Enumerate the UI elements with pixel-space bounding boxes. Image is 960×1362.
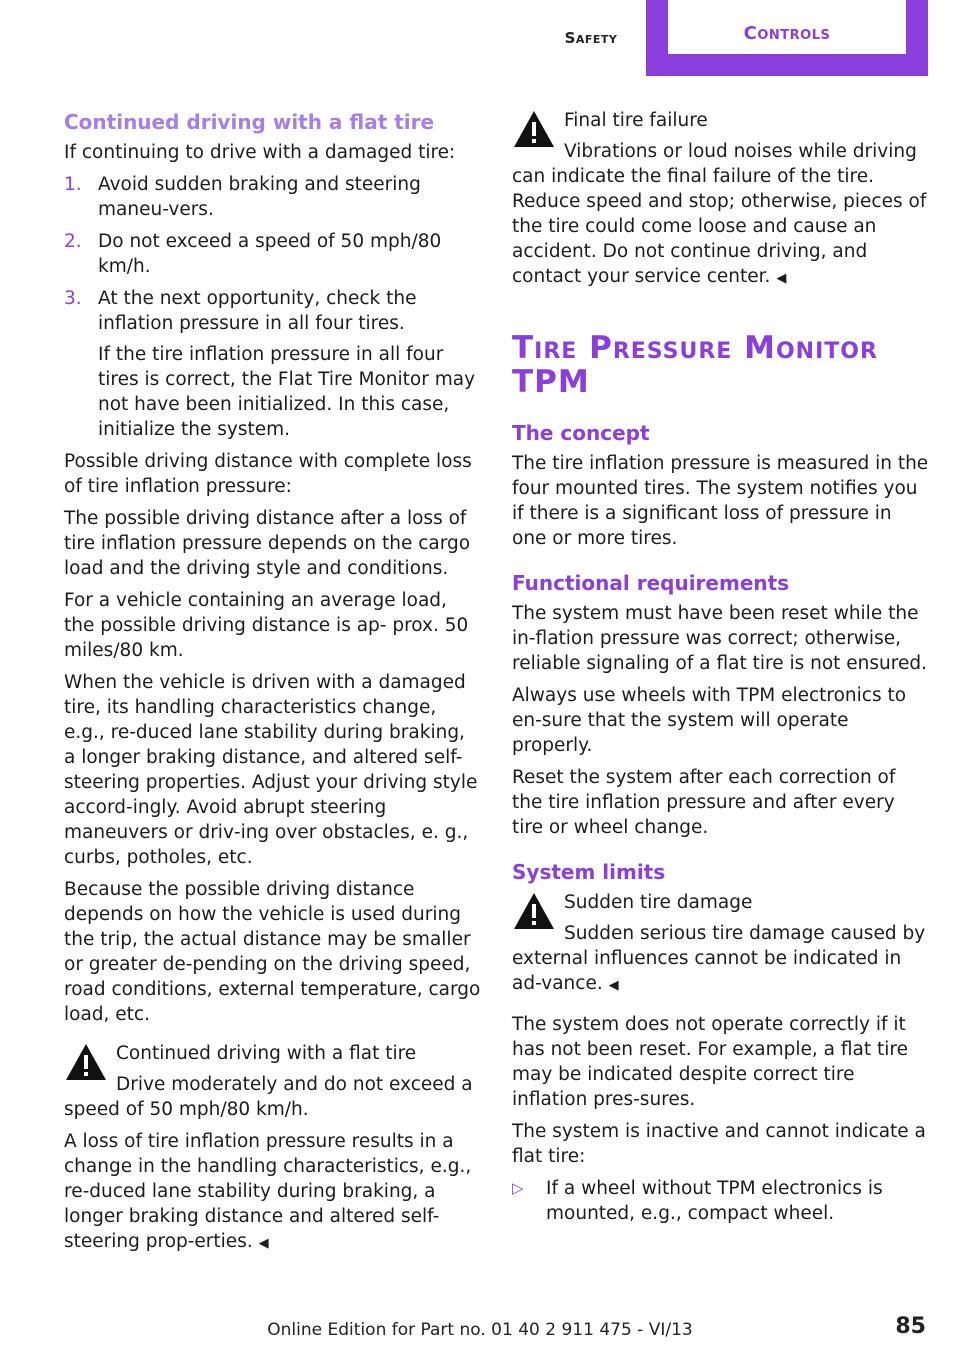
- limits-list: [512, 1176, 930, 1226]
- step-number: 2.: [64, 231, 82, 252]
- bullet-text: If a wheel without TPM electronics is mounted, e.g., compact wheel.: [546, 1178, 883, 1224]
- footer-edition: Online Edition for Part no. 01 40 2 911 475 - VI/13: [267, 1320, 693, 1340]
- paragraph: The possible driving distance after a loss of tire inflation pressure depends on the cargo load and the driving style and conditions.: [64, 508, 471, 579]
- paragraph-text: A loss of tire inflation pressure results in a change in the handling characteristics, e.g., re‐duced lane stability during braking, a longer braking distance and altered self-steering prop‐erties.: [64, 1131, 472, 1252]
- paragraph: Possible driving distance with complete loss of tire inflation pressure:: [64, 451, 472, 497]
- end-mark: ◀: [608, 978, 619, 993]
- warning-box: [512, 108, 930, 291]
- warning-title: Sudden tire damage: [564, 892, 753, 913]
- steps-list: [64, 172, 482, 442]
- step-number: 3.: [64, 288, 82, 309]
- tab-controls[interactable]: [646, 0, 928, 76]
- heading-flat-tire: Continued driving with a flat tire: [64, 110, 435, 134]
- warning-icon: [64, 1041, 108, 1083]
- subheading-requirements: Functional requirements: [512, 571, 790, 595]
- paragraph: [64, 1129, 482, 1256]
- warning-body: Sudden serious tire damage caused by external influences cannot be indicated in ad‐vance.: [512, 923, 926, 994]
- subheading-concept: The concept: [512, 421, 650, 445]
- step-text: Avoid sudden braking and steering maneu‐vers.: [98, 174, 421, 220]
- end-mark: ◀: [258, 1236, 269, 1251]
- end-mark: ◀: [776, 271, 787, 286]
- list-item: [512, 1176, 930, 1226]
- section-heading: Tire Pressure Monitor TPM: [512, 330, 878, 400]
- tab-safety[interactable]: Safety: [564, 29, 618, 47]
- tab-controls-label: Controls: [668, 0, 906, 54]
- bullet-marker: ▷: [512, 1179, 524, 1197]
- warning-body: Vibrations or loud noises while driving can indicate the final failure of the tire. Reduce speed and stop; otherwise, pieces of the tire could come loose and cause an accident. Do not continue driving, and contact your service center.: [512, 141, 927, 287]
- intro-text: If continuing to drive with a damaged tire:: [64, 142, 456, 163]
- paragraph: For a vehicle containing an average load, the possible driving distance is ap‐ prox. 50 miles/80 km.: [64, 590, 469, 661]
- warning-body: Drive moderately and do not exceed a speed of 50 mph/80 km/h.: [64, 1074, 473, 1120]
- chapter-tabs: [536, 0, 928, 76]
- list-item: [64, 229, 482, 279]
- paragraph: Always use wheels with TPM electronics to en‐sure that the system will operate properly.: [512, 685, 907, 756]
- warning-box: [512, 890, 930, 998]
- list-item: [64, 286, 482, 442]
- list-item: [64, 172, 482, 222]
- subheading-limits: System limits: [512, 860, 666, 884]
- warning-icon: [512, 108, 556, 150]
- paragraph: Reset the system after each correction of the tire inflation pressure and after every tire or wheel change.: [512, 767, 896, 838]
- warning-icon: [512, 890, 556, 932]
- step-number: 1.: [64, 174, 82, 195]
- page-number: 85: [895, 1314, 926, 1339]
- left-column: [64, 108, 482, 1263]
- warning-title: Continued driving with a flat tire: [116, 1043, 417, 1064]
- step-text: Do not exceed a speed of 50 mph/80 km/h.: [98, 231, 442, 277]
- warning-title: Final tire failure: [564, 110, 708, 131]
- paragraph: The system is inactive and cannot indicate a flat tire:: [512, 1121, 926, 1167]
- paragraph: The tire inflation pressure is measured in the four mounted tires. The system notifies you if there is a significant loss of pressure in one or more tires.: [512, 453, 929, 549]
- paragraph: Because the possible driving distance depends on how the vehicle is used during the trip, the actual distance may be smaller or greater de‐pending on the driving speed, road conditions, external temperature, cargo load, etc.: [64, 879, 481, 1025]
- right-column: [512, 108, 930, 1226]
- paragraph: When the vehicle is driven with a damaged tire, its handling characteristics change, e.g., re‐duced lane stability during braking, a longer braking distance, and altered self-steering properties. Adjust your driving style accord‐ingly. Avoid abrupt steering maneuvers or driv‐ing over obstacles, e. g., curbs, potholes, etc.: [64, 672, 478, 868]
- paragraph: The system does not operate correctly if it has not been reset. For example, a flat tire may be indicated despite correct tire inflation pres‐sures.: [512, 1014, 908, 1110]
- paragraph: The system must have been reset while the in‐flation pressure was correct; otherwise, reliable signaling of a flat tire is not ensured.: [512, 603, 927, 674]
- step-text: At the next opportunity, check the inflation pressure in all four tires.: [98, 288, 417, 334]
- warning-box: [64, 1041, 482, 1122]
- step-3-extra: If the tire inflation pressure in all four tires is correct, the Flat Tire Monitor may not have been initialized. In this case, initialize the system.: [98, 344, 476, 440]
